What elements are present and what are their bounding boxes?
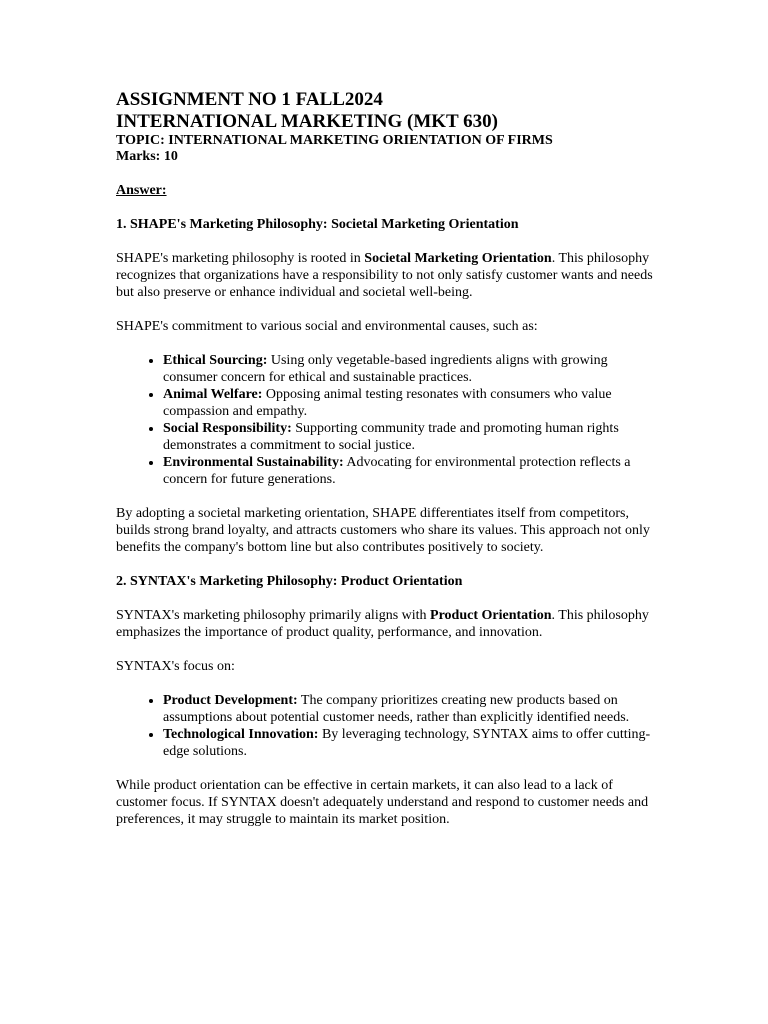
- topic-line: TOPIC: INTERNATIONAL MARKETING ORIENTATION OF FIRMS: [116, 133, 553, 148]
- marks-line: Marks: 10: [116, 149, 178, 164]
- list-item: [163, 726, 656, 760]
- bullet-text: Supporting community trade and promoting human rights demonstrates a commitment to social justice.: [163, 421, 619, 453]
- section1-intro-bold: Societal Marketing Orientation: [364, 251, 552, 266]
- bullet-term: Product Development:: [163, 693, 298, 708]
- bullet-text: By leveraging technology, SYNTAX aims to offer cutting-edge solutions.: [163, 727, 651, 759]
- bullet-term: Ethical Sourcing:: [163, 353, 268, 368]
- section1-commitment: SHAPE's commitment to various social and environmental causes, such as:: [116, 319, 538, 334]
- section2-intro: [116, 607, 656, 641]
- bullet-term: Environmental Sustainability:: [163, 455, 344, 470]
- bullet-text: The company prioritizes creating new products based on assumptions about potential customer needs, rather than explicitly identified needs.: [163, 693, 630, 725]
- bullet-term: Animal Welfare:: [163, 387, 263, 402]
- list-item: [163, 352, 656, 386]
- section1-intro-post: . This philosophy recognizes that organizations have a responsibility to not only satisfy customer wants and needs but also preserve or enhance individual and societal well-being.: [116, 251, 653, 300]
- bullet-text: Using only vegetable-based ingredients aligns with growing consumer concern for ethical and sustainable practices.: [163, 353, 608, 385]
- section2-intro-post: . This philosophy emphasizes the importance of product quality, performance, and innovation.: [116, 608, 649, 640]
- bullet-term: Social Responsibility:: [163, 421, 292, 436]
- answer-label: Answer:: [116, 183, 167, 198]
- section2-conclusion: While product orientation can be effective in certain markets, it can also lead to a lack of customer focus. If SYNTAX doesn't adequately understand and respond to customer needs and preferences, it may struggle to maintain its market position.: [116, 778, 649, 827]
- section2-focus: SYNTAX's focus on:: [116, 659, 235, 674]
- section1-heading: 1. SHAPE's Marketing Philosophy: Societal Marketing Orientation: [116, 217, 519, 232]
- section2-heading: 2. SYNTAX's Marketing Philosophy: Product Orientation: [116, 574, 463, 589]
- assignment-title: ASSIGNMENT NO 1 FALL2024: [116, 89, 383, 110]
- list-item: [163, 692, 656, 726]
- section1-bullet-list: [116, 352, 656, 488]
- section2-intro-bold: Product Orientation: [430, 608, 552, 623]
- section2-intro-pre: SYNTAX's marketing philosophy primarily aligns with: [116, 608, 431, 623]
- bullet-term: Technological Innovation:: [163, 727, 319, 742]
- section1-conclusion: By adopting a societal marketing orientation, SHAPE differentiates itself from competitors, builds strong brand loyalty, and attracts customers who share its values. This approach not only benefits the company's bottom line but also contributes positively to society.: [116, 506, 650, 555]
- list-item: [163, 420, 656, 454]
- section2-bullet-list: [116, 692, 656, 760]
- document-page: [116, 89, 656, 828]
- course-title: INTERNATIONAL MARKETING (MKT 630): [116, 111, 498, 132]
- list-item: [163, 454, 656, 488]
- section1-intro-pre: SHAPE's marketing philosophy is rooted in: [116, 251, 365, 266]
- section1-intro: [116, 250, 656, 301]
- bullet-text: Opposing animal testing resonates with consumers who value compassion and empathy.: [163, 387, 612, 419]
- list-item: [163, 386, 656, 420]
- bullet-text: Advocating for environmental protection reflects a concern for future generations.: [163, 455, 631, 487]
